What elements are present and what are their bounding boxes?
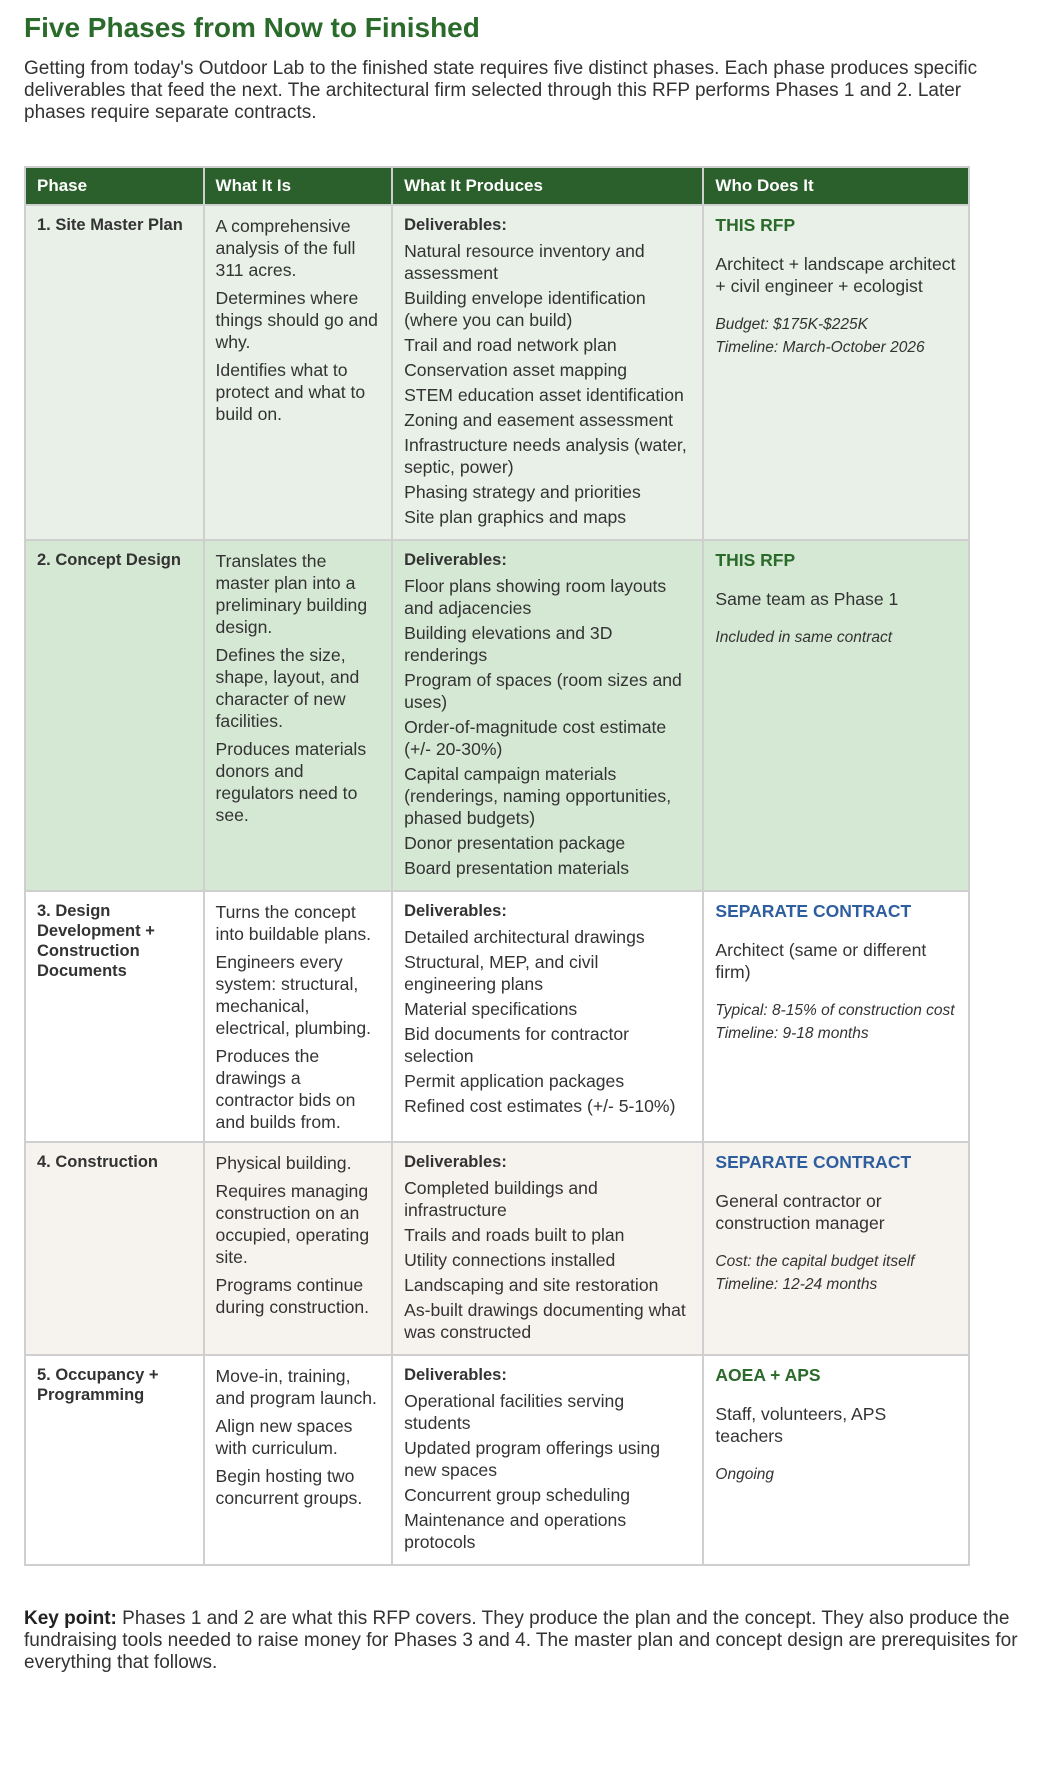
deliverables-label: Deliverables: [404, 216, 507, 234]
deliverable-item: Material specifications [404, 999, 578, 1019]
what-it-produces-cell [392, 1355, 703, 1565]
table-row [25, 205, 969, 540]
deliverable-item: STEM education asset identification [404, 385, 684, 405]
deliverable-item: Updated program offerings using new spaces [404, 1438, 661, 1480]
budget-timeline-note: Timeline: March-October 2026 [715, 339, 925, 356]
who-does-it-cell [703, 1142, 969, 1355]
key-point-label: Key point: [24, 1608, 117, 1629]
what-it-is-paragraph: Move-in, training, and program launch. [215, 1366, 377, 1408]
deliverable-item: Concurrent group scheduling [404, 1485, 631, 1505]
deliverable-item: Permit application packages [404, 1071, 625, 1091]
deliverable-item: Building envelope identification (where you can build) [404, 288, 646, 330]
contract-badge: AOEA + APS [715, 1365, 821, 1385]
what-it-is-cell [204, 891, 393, 1142]
phase-name-cell: 1. Site Master Plan [25, 205, 204, 540]
budget-timeline-note: Cost: the capital budget itself [715, 1253, 915, 1270]
table-row [25, 891, 969, 1142]
header-what-it-produces: What It Produces [392, 167, 703, 205]
what-it-is-paragraph: Align new spaces with curriculum. [215, 1416, 353, 1458]
table-row [25, 1355, 969, 1565]
what-it-produces-cell [392, 1142, 703, 1355]
responsible-party: General contractor or construction manager [715, 1191, 885, 1233]
what-it-is-paragraph: Requires managing construction on an occupied, operating site. [215, 1181, 370, 1267]
what-it-is-paragraph: Translates the master plan into a preliminary building design. [215, 551, 368, 637]
responsible-party: Staff, volunteers, APS teachers [715, 1404, 887, 1446]
table-body [25, 205, 969, 1565]
deliverable-item: Landscaping and site restoration [404, 1275, 659, 1295]
deliverable-item: Infrastructure needs analysis (water, septic, power) [404, 435, 687, 477]
what-it-is-cell [204, 205, 393, 540]
header-what-it-is: What It Is [204, 167, 393, 205]
header-phase: Phase [25, 167, 204, 205]
page-title: Five Phases from Now to Finished [24, 12, 480, 43]
deliverable-item: As-built drawings documenting what was constructed [404, 1300, 686, 1342]
deliverable-item: Bid documents for contractor selection [404, 1024, 630, 1066]
what-it-is-cell [204, 1355, 393, 1565]
deliverable-item: Building elevations and 3D renderings [404, 623, 613, 665]
deliverable-item: Donor presentation package [404, 833, 626, 853]
deliverable-item: Utility connections installed [404, 1250, 616, 1270]
what-it-is-paragraph: Determines where things should go and why. [215, 288, 378, 352]
budget-timeline-note: Included in same contract [715, 629, 893, 646]
key-point-text: Phases 1 and 2 are what this RFP covers. They produce the plan and the concept. They also produce the fundraising tools needed to raise money for Phases 3 and 4. The master plan and concept design are prerequisites for everything that follows. [24, 1608, 1018, 1673]
what-it-is-paragraph: Defines the size, shape, layout, and character of new facilities. [215, 645, 360, 731]
responsible-party: Same team as Phase 1 [715, 589, 899, 609]
deliverable-item: Zoning and easement assessment [404, 410, 674, 430]
what-it-is-paragraph: A comprehensive analysis of the full 311 acres. [215, 216, 356, 280]
budget-timeline-note: Timeline: 9-18 months [715, 1025, 869, 1042]
what-it-is-paragraph: Produces materials donors and regulators need to see. [215, 739, 367, 825]
table-row [25, 1142, 969, 1355]
deliverable-item: Structural, MEP, and civil engineering plans [404, 952, 599, 994]
deliverable-item: Site plan graphics and maps [404, 507, 627, 527]
header-who-does-it: Who Does It [703, 167, 969, 205]
deliverable-item: Trails and roads built to plan [404, 1225, 625, 1245]
deliverable-item: Operational facilities serving students [404, 1391, 625, 1433]
budget-timeline-note: Budget: $175K-$225K [715, 316, 868, 333]
deliverable-item: Capital campaign materials (renderings, naming opportunities, phased budgets) [404, 764, 672, 828]
deliverable-item: Detailed architectural drawings [404, 927, 645, 947]
budget-timeline-note: Ongoing [715, 1466, 775, 1483]
phase-name-cell: 3. Design Development + Construction Documents [25, 891, 204, 1142]
who-does-it-cell [703, 1355, 969, 1565]
who-does-it-cell [703, 205, 969, 540]
deliverable-item: Floor plans showing room layouts and adjacencies [404, 576, 667, 618]
contract-badge: THIS RFP [715, 215, 796, 235]
contract-badge: SEPARATE CONTRACT [715, 901, 912, 921]
deliverable-item: Order-of-magnitude cost estimate (+/- 20-30%) [404, 717, 667, 759]
what-it-is-paragraph: Turns the concept into buildable plans. [215, 902, 372, 944]
deliverables-label: Deliverables: [404, 551, 507, 569]
deliverable-item: Completed buildings and infrastructure [404, 1178, 598, 1220]
deliverables-label: Deliverables: [404, 902, 507, 920]
what-it-produces-cell [392, 891, 703, 1142]
what-it-is-paragraph: Identifies what to protect and what to build on. [215, 360, 366, 424]
table-row [25, 540, 969, 891]
deliverable-item: Maintenance and operations protocols [404, 1510, 627, 1552]
contract-badge: THIS RFP [715, 550, 796, 570]
contract-badge: SEPARATE CONTRACT [715, 1152, 912, 1172]
deliverable-item: Program of spaces (room sizes and uses) [404, 670, 682, 712]
responsible-party: Architect (same or different firm) [715, 940, 927, 982]
what-it-is-paragraph: Produces the drawings a contractor bids on and builds from. [215, 1046, 356, 1132]
what-it-produces-cell [392, 205, 703, 540]
deliverable-item: Natural resource inventory and assessment [404, 241, 645, 283]
phase-name-cell: 5. Occupancy + Programming [25, 1355, 204, 1565]
deliverables-label: Deliverables: [404, 1366, 507, 1384]
table-header-row [25, 167, 969, 205]
phase-name-cell: 2. Concept Design [25, 540, 204, 891]
intro-paragraph: Getting from today's Outdoor Lab to the finished state requires five distinct phases. Each phase produces specific deliverables that feed the next. The architectural firm selected through this RFP performs Phases 1 and 2. Later phases require separate contracts. [24, 58, 978, 123]
what-it-is-cell [204, 540, 393, 891]
deliverable-item: Trail and road network plan [404, 335, 617, 355]
who-does-it-cell [703, 540, 969, 891]
responsible-party: Architect + landscape architect + civil engineer + ecologist [715, 254, 956, 296]
what-it-is-paragraph: Programs continue during construction. [215, 1275, 370, 1317]
deliverables-label: Deliverables: [404, 1153, 507, 1171]
what-it-is-paragraph: Engineers every system: structural, mechanical, electrical, plumbing. [215, 952, 372, 1038]
phase-name-cell: 4. Construction [25, 1142, 204, 1355]
what-it-is-cell [204, 1142, 393, 1355]
what-it-produces-cell [392, 540, 703, 891]
deliverable-item: Conservation asset mapping [404, 360, 628, 380]
phases-table [24, 166, 970, 1566]
deliverable-item: Board presentation materials [404, 858, 630, 878]
budget-timeline-note: Typical: 8-15% of construction cost [715, 1002, 955, 1019]
who-does-it-cell [703, 891, 969, 1142]
key-point [24, 1608, 1034, 1674]
budget-timeline-note: Timeline: 12-24 months [715, 1276, 878, 1293]
what-it-is-paragraph: Physical building. [215, 1153, 352, 1173]
deliverable-item: Refined cost estimates (+/- 5-10%) [404, 1096, 676, 1116]
deliverable-item: Phasing strategy and priorities [404, 482, 641, 502]
what-it-is-paragraph: Begin hosting two concurrent groups. [215, 1466, 363, 1508]
